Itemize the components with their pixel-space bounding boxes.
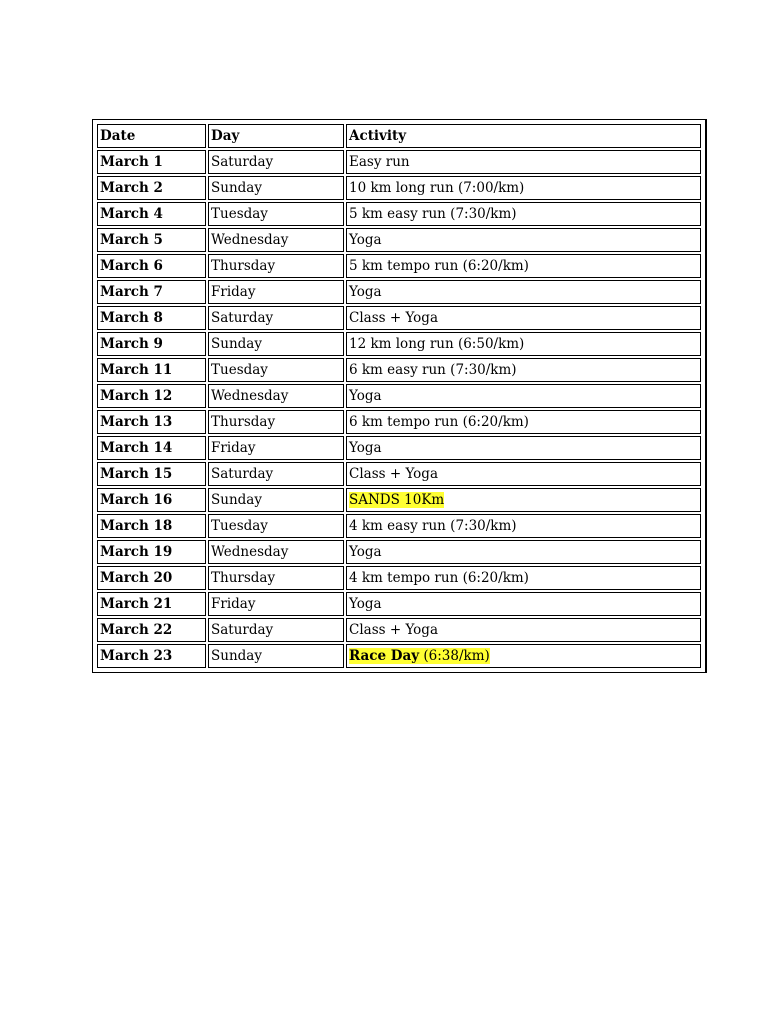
row-activity: Class + Yoga [346,306,701,330]
table-row [97,436,701,460]
row-activity: Easy run [346,150,701,174]
row-activity: 12 km long run (6:50/km) [346,332,701,356]
table-row [97,618,701,642]
row-date: March 22 [97,618,206,642]
row-day: Thursday [208,410,344,434]
row-date: March 1 [97,150,206,174]
row-activity: Class + Yoga [346,462,701,486]
row-day: Saturday [208,618,344,642]
race-day-label: Race Day [349,648,420,664]
header-date: Date [97,124,206,148]
table-row [97,592,701,616]
row-date: March 7 [97,280,206,304]
row-activity: Yoga [346,436,701,460]
table-row [97,150,701,174]
row-day: Thursday [208,566,344,590]
schedule-grid [95,122,703,670]
row-activity [346,644,701,668]
row-activity: 5 km easy run (7:30/km) [346,202,701,226]
row-day: Tuesday [208,514,344,538]
table-row [97,280,701,304]
row-activity: Yoga [346,384,701,408]
table-row [97,332,701,356]
row-activity: Yoga [346,540,701,564]
row-day: Sunday [208,332,344,356]
row-day: Saturday [208,462,344,486]
row-activity: 6 km tempo run (6:20/km) [346,410,701,434]
row-day: Wednesday [208,228,344,252]
row-day: Saturday [208,306,344,330]
row-day: Friday [208,280,344,304]
table-row [97,644,701,668]
race-day-pace: (6:38/km) [419,648,490,664]
row-date: March 14 [97,436,206,460]
table-row [97,566,701,590]
table-row [97,254,701,278]
row-day: Sunday [208,644,344,668]
table-row [97,462,701,486]
table-row [97,384,701,408]
row-date: March 6 [97,254,206,278]
header-activity: Activity [346,124,701,148]
table-row [97,228,701,252]
training-schedule-table [92,119,707,673]
table-row [97,358,701,382]
table-header-row [97,124,701,148]
race-day-highlight [349,648,490,664]
row-date: March 23 [97,644,206,668]
row-date: March 18 [97,514,206,538]
row-activity [346,488,701,512]
row-date: March 19 [97,540,206,564]
row-activity: 4 km tempo run (6:20/km) [346,566,701,590]
row-day: Tuesday [208,202,344,226]
table-row [97,176,701,200]
row-activity: Yoga [346,592,701,616]
row-day: Thursday [208,254,344,278]
row-day: Saturday [208,150,344,174]
row-day: Sunday [208,176,344,200]
row-date: March 13 [97,410,206,434]
table-row [97,514,701,538]
row-date: March 8 [97,306,206,330]
table-row [97,540,701,564]
row-day: Friday [208,592,344,616]
row-date: March 4 [97,202,206,226]
row-day: Wednesday [208,540,344,564]
row-date: March 11 [97,358,206,382]
table-row [97,202,701,226]
table-row [97,410,701,434]
row-date: March 9 [97,332,206,356]
row-activity: 5 km tempo run (6:20/km) [346,254,701,278]
row-activity: 10 km long run (7:00/km) [346,176,701,200]
row-activity: 4 km easy run (7:30/km) [346,514,701,538]
table-row [97,488,701,512]
row-activity: Yoga [346,280,701,304]
sands-10km-highlight: SANDS 10Km [349,492,445,508]
row-day: Tuesday [208,358,344,382]
row-date: March 2 [97,176,206,200]
row-date: March 5 [97,228,206,252]
row-day: Sunday [208,488,344,512]
row-date: March 12 [97,384,206,408]
table-row [97,306,701,330]
row-activity: 6 km easy run (7:30/km) [346,358,701,382]
row-date: March 15 [97,462,206,486]
row-day: Friday [208,436,344,460]
row-date: March 16 [97,488,206,512]
row-day: Wednesday [208,384,344,408]
row-date: March 21 [97,592,206,616]
row-date: March 20 [97,566,206,590]
row-activity: Yoga [346,228,701,252]
header-day: Day [208,124,344,148]
row-activity: Class + Yoga [346,618,701,642]
